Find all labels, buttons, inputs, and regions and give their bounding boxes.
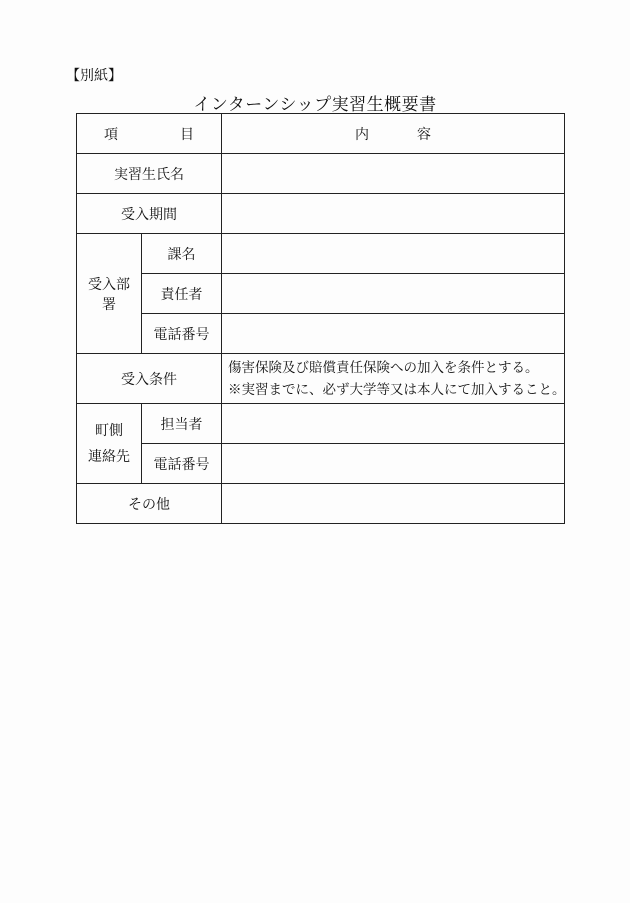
other-value[interactable]: [222, 484, 565, 524]
other-label: その他: [77, 484, 222, 524]
manager-value[interactable]: [222, 274, 565, 314]
table-row: [77, 194, 565, 234]
table-row: [77, 154, 565, 194]
table-row: [77, 404, 565, 444]
period-label: 受入期間: [77, 194, 222, 234]
period-value[interactable]: [222, 194, 565, 234]
conditions-value: [222, 354, 565, 404]
contact-phone-label: 電話番号: [142, 444, 222, 484]
town-contact-label-line-2: 連絡先: [88, 448, 130, 465]
manager-label: 責任者: [142, 274, 222, 314]
contact-person-value[interactable]: [222, 404, 565, 444]
table-row: [77, 484, 565, 524]
header-row: [77, 114, 565, 154]
department-phone-label: 電話番号: [142, 314, 222, 354]
header-content-char-1: 内: [355, 126, 369, 143]
table-row: [77, 314, 565, 354]
conditions-line-1: 傷害保険及び賠償責任保険への加入を条件とする。: [228, 359, 539, 376]
table-row: [77, 354, 565, 404]
table-row: [77, 274, 565, 314]
conditions-line-2: ※実習までに、必ず大学等又は本人にて加入すること。: [228, 381, 566, 398]
header-item-char-2: 目: [180, 126, 194, 143]
section-label: 課名: [142, 234, 222, 274]
conditions-label: 受入条件: [77, 354, 222, 404]
attachment-label: 【別紙】: [66, 68, 122, 84]
contact-phone-value[interactable]: [222, 444, 565, 484]
header-content-cell: [222, 114, 565, 154]
trainee-name-value[interactable]: [222, 154, 565, 194]
header-content-char-2: 容: [417, 126, 431, 143]
table-row: [77, 444, 565, 484]
trainee-name-label: 実習生氏名: [77, 154, 222, 194]
contact-person-label: 担当者: [142, 404, 222, 444]
town-contact-label-line-1: 町側: [95, 422, 123, 439]
town-contact-label: [77, 404, 142, 484]
table-row: [77, 234, 565, 274]
department-label: 受入部署: [77, 234, 142, 354]
summary-table: [76, 113, 565, 524]
header-item-cell: [77, 114, 222, 154]
department-phone-value[interactable]: [222, 314, 565, 354]
document-title: インターンシップ実習生概要書: [193, 95, 437, 115]
header-item-char-1: 項: [104, 126, 118, 143]
section-value[interactable]: [222, 234, 565, 274]
